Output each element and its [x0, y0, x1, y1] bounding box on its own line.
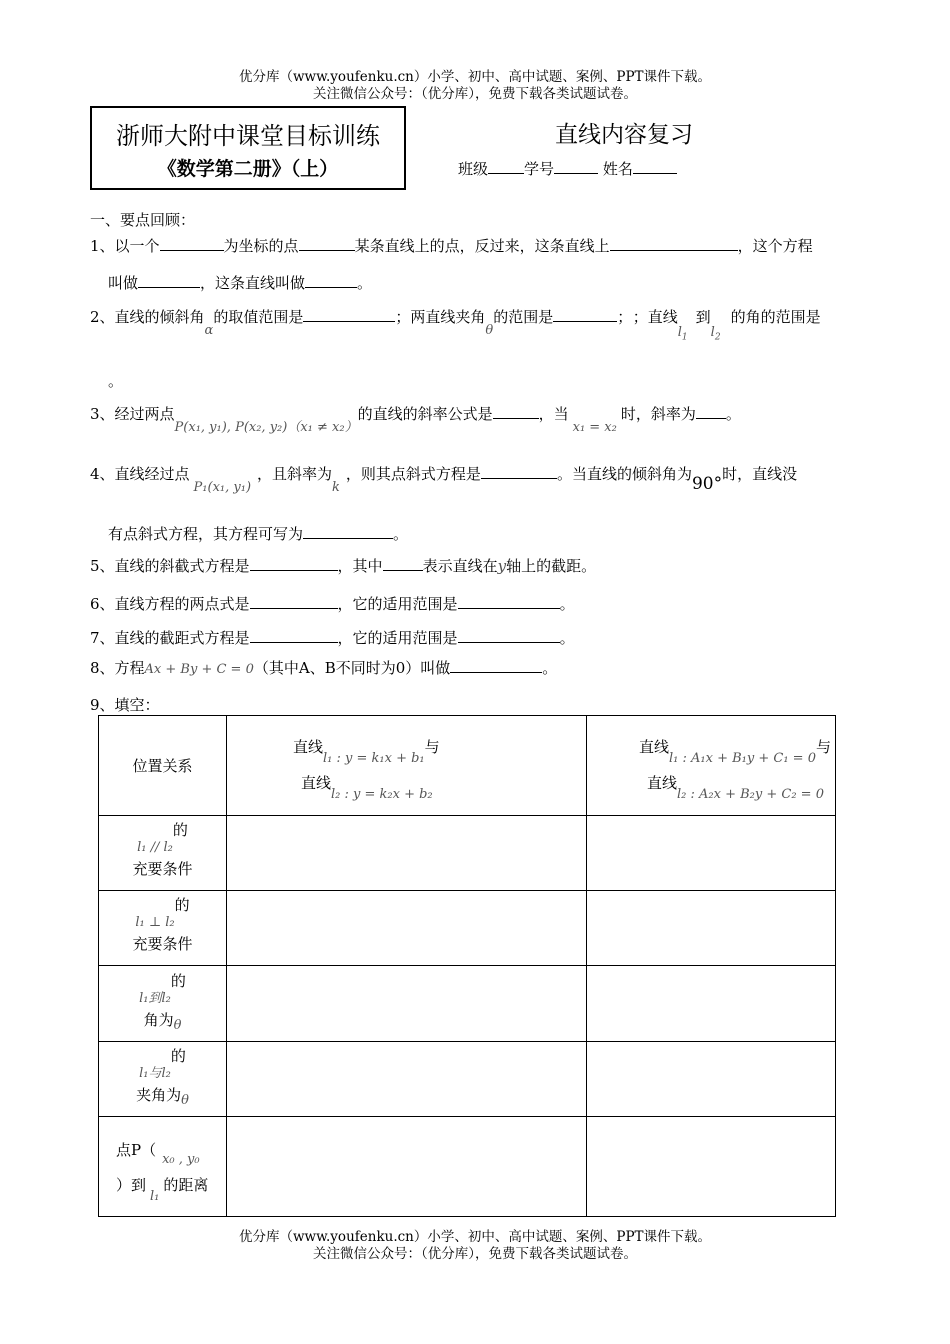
title-box	[90, 106, 406, 190]
answer-cell[interactable]	[587, 891, 836, 966]
question-7: 7、直线的截距式方程是 ，它的适用范围是 。	[90, 629, 575, 647]
q3-blank-1[interactable]	[493, 404, 539, 419]
answer-cell[interactable]	[587, 1117, 836, 1217]
table-row	[99, 891, 836, 966]
position-relation-header: 位置关系	[99, 716, 227, 816]
question-1-cont: 叫做 ，这条直线叫做 。	[108, 274, 373, 292]
general-form-header: 直线l₁ : A₁x + B₁y + C₁ = 0与 直线l₂ : A₂x + B₂y + C₂ = 0	[587, 716, 836, 816]
q1-blank-3[interactable]	[610, 236, 738, 251]
answer-cell[interactable]	[227, 1117, 587, 1217]
q2-blank-1[interactable]	[303, 307, 395, 322]
q7-blank-2[interactable]	[458, 628, 560, 643]
box-title: 浙师大附中课堂目标训练	[116, 122, 380, 150]
answer-cell[interactable]	[227, 966, 587, 1042]
q8-blank-1[interactable]	[450, 658, 542, 673]
class-label: 班级	[458, 160, 489, 178]
q6-blank-1[interactable]	[250, 594, 338, 609]
question-4-cont: 有点斜式方程，其方程可写为 。	[108, 525, 409, 543]
page-title: 直线内容复习	[555, 122, 693, 148]
x-equal-expression: x₁ = x₂	[572, 420, 617, 435]
class-blank[interactable]	[488, 159, 524, 174]
general-equation: Ax + By + C = 0	[144, 662, 254, 677]
q7-blank-1[interactable]	[250, 628, 338, 643]
relation-table	[98, 715, 836, 1217]
row-label: l₁与l₂的 夹角为θ	[99, 1042, 227, 1117]
q4-blank-2[interactable]	[303, 524, 393, 539]
q1-blank-2[interactable]	[299, 236, 355, 251]
question-3: 3、经过两点P(x₁, y₁), P(x₂, y₂)（x₁ ≠ x₂）的直线的斜率公式是 ，当x₁ = x₂时，斜率为 。	[90, 405, 741, 435]
footer-line-1: 优分库（www.youfenku.cn）小学、初中、高中试题、案例、PPT课件下载。	[238, 1229, 712, 1245]
question-2: 2、直线的倾斜角α的取值范围是 ；两直线夹角θ的范围是 ； ；直线$l_1$到$l_2$的角的范围是	[90, 308, 821, 343]
answer-cell[interactable]	[587, 966, 836, 1042]
alpha-symbol: α	[204, 323, 214, 338]
row-label: l₁ ⊥ l₂的 充要条件	[99, 891, 227, 966]
section-title: 一、要点回顾：	[90, 211, 196, 229]
question-6: 6、直线方程的两点式是 ，它的适用范围是 。	[90, 595, 575, 613]
table-row	[99, 1042, 836, 1117]
header-line-1: 优分库（www.youfenku.cn）小学、初中、高中试题、案例、PPT课件下载。	[238, 69, 712, 85]
question-4: 4、直线经过点P₁(x₁, y₁)，且斜率为k，则其点斜式方程是 。当直线的倾斜角为90°时，直线没	[90, 465, 798, 495]
footer-line-2: 关注微信公众号：（优分库），免费下载各类试题试卷。	[313, 1246, 637, 1262]
question-2-end: 。	[108, 372, 124, 390]
header-line-2: 关注微信公众号：（优分库），免费下载各类试题试卷。	[313, 86, 637, 102]
q3-blank-2[interactable]	[696, 404, 726, 419]
name-label: 姓名	[602, 160, 633, 178]
q5-blank-1[interactable]	[250, 556, 338, 571]
answer-cell[interactable]	[227, 1042, 587, 1117]
id-label: 学号	[524, 160, 555, 178]
answer-cell[interactable]	[587, 816, 836, 891]
row-label: 点P（x₀ , y₀ ）到l₁的距离	[99, 1117, 227, 1217]
box-subtitle: 《数学第二册》（上）	[157, 158, 339, 180]
q2-blank-2[interactable]	[553, 307, 617, 322]
table-row	[99, 816, 836, 891]
question-1: 1、以一个 为坐标的点 某条直线上的点，反过来，这条直线上 ，这个方程	[90, 237, 813, 255]
name-blank[interactable]	[633, 159, 677, 174]
table-row	[99, 1117, 836, 1217]
points-expression: P(x₁, y₁), P(x₂, y₂)（x₁ ≠ x₂）	[174, 420, 358, 435]
row-label: l₁到l₂的 角为θ	[99, 966, 227, 1042]
ninety-degrees: 90°	[691, 474, 723, 494]
answer-cell[interactable]	[227, 816, 587, 891]
answer-cell[interactable]	[227, 891, 587, 966]
question-8: 8、方程Ax + By + C = 0（其中A、B不同时为0）叫做 。	[90, 659, 558, 677]
q4-blank-1[interactable]	[481, 464, 557, 479]
q5-blank-2[interactable]	[383, 556, 423, 571]
answer-cell[interactable]	[587, 1042, 836, 1117]
id-blank[interactable]	[554, 159, 598, 174]
question-9: 9、填空：	[90, 696, 160, 714]
student-info	[458, 158, 677, 179]
slope-k: k	[332, 480, 340, 495]
q1-blank-4[interactable]	[138, 273, 200, 288]
row-label: l₁ // l₂的 充要条件	[99, 816, 227, 891]
q1-blank-1[interactable]	[160, 236, 224, 251]
table-header-row	[99, 716, 836, 816]
table-row	[99, 966, 836, 1042]
question-5: 5、直线的斜截式方程是 ，其中 表示直线在y轴上的截距。	[90, 557, 597, 575]
q1-blank-5[interactable]	[305, 273, 357, 288]
q6-blank-2[interactable]	[458, 594, 560, 609]
slope-form-header: 直线l₁ : y = k₁x + b₁与 直线l₂ : y = k₂x + b₂	[227, 716, 587, 816]
point-p1: P₁(x₁, y₁)	[193, 480, 252, 495]
theta-symbol: θ	[485, 323, 494, 338]
